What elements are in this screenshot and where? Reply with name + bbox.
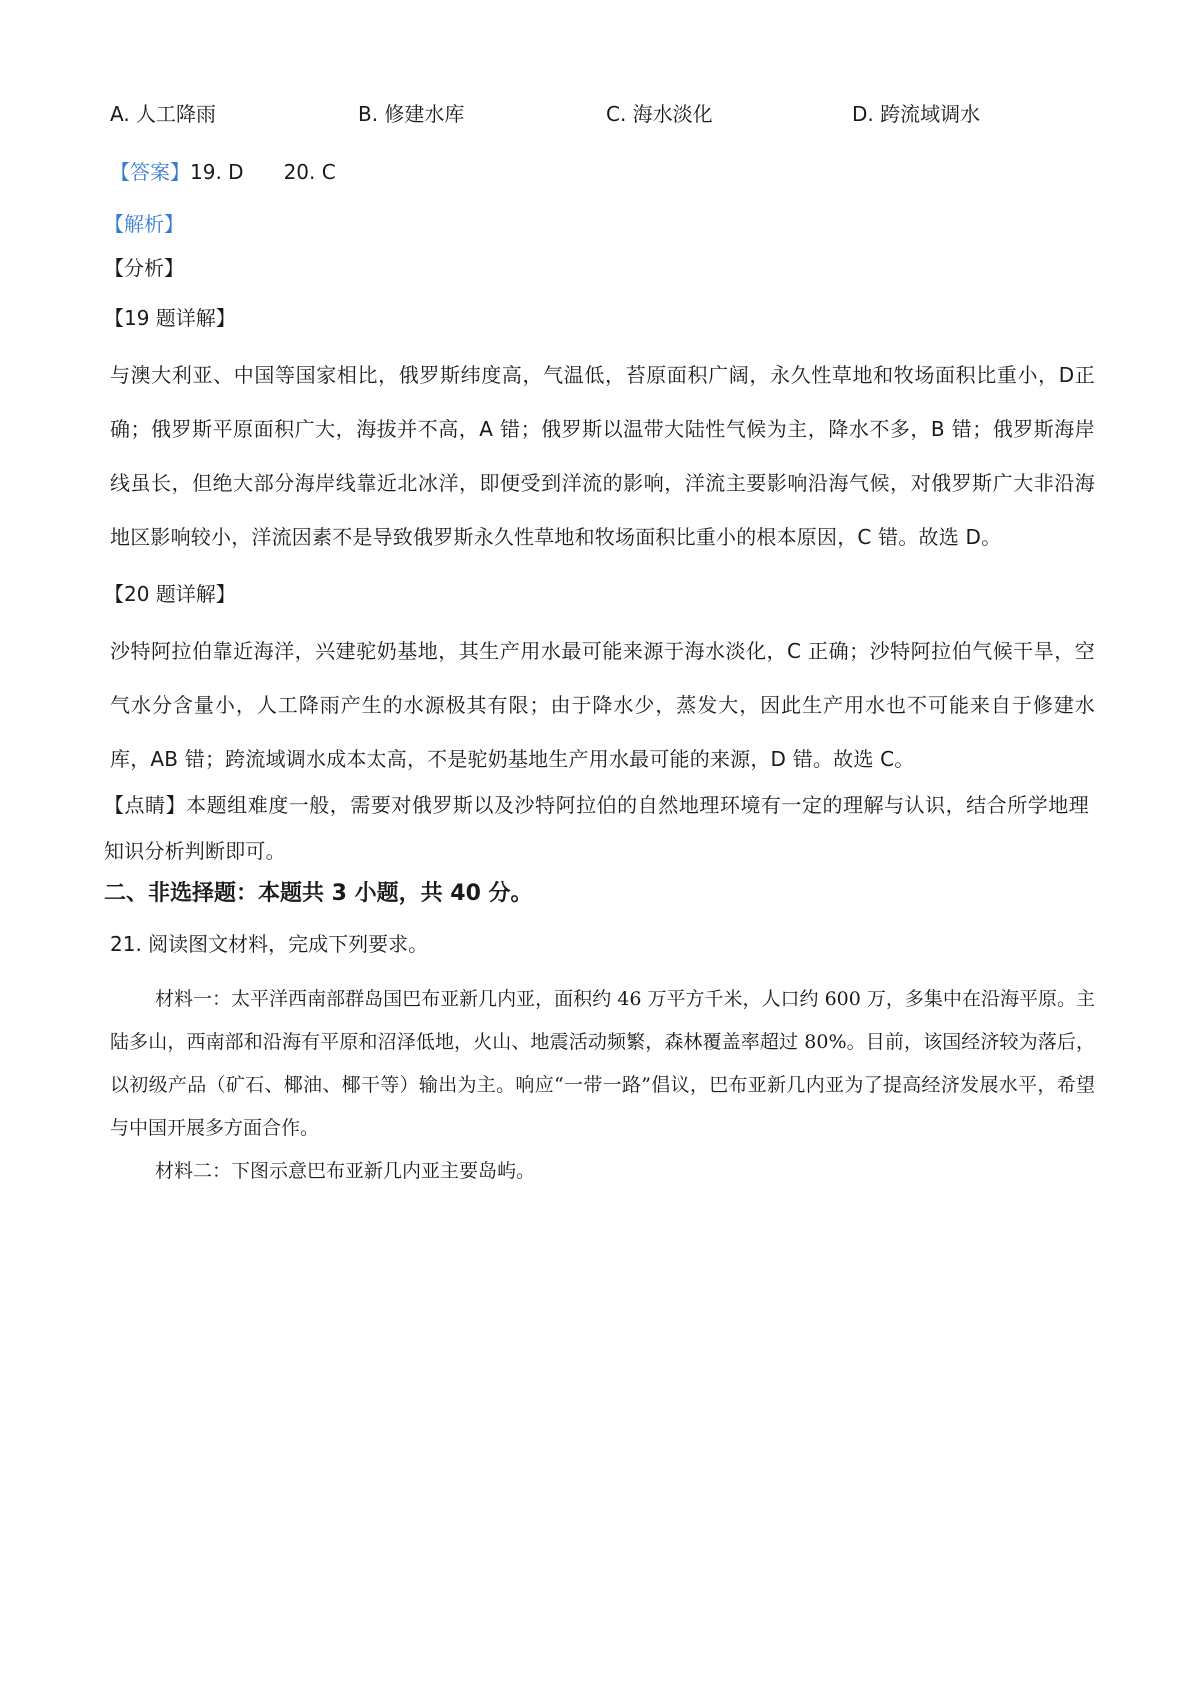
section-heading: 二、非选择题：本题共 3 小题，共 40 分。 bbox=[104, 881, 533, 906]
q20-heading: 【20 题详解】 bbox=[104, 582, 236, 606]
material-one: 材料一：太平洋西南部群岛国巴布亚新几内亚，面积约 46 万平方千米，人口约 600 万，多集中在沿海平原。主陆多山，西南部和沿海有平原和沼泽低地，火山、地震活动频繁，森林覆盖率超过 80%。目前，该国经济较为落后，以初级产品（矿石、椰油、椰干等）输出为主。响应“一带一路”倡议，巴布亚新几内亚为了提高经济发展水平，希望与中国开展多方面合作。 bbox=[110, 988, 1095, 1139]
q19-heading: 【19 题详解】 bbox=[104, 306, 236, 330]
dianjing-note: 【点睛】本题组难度一般，需要对俄罗斯以及沙特阿拉伯的自然地理环境有一定的理解与认识，结合所学地理知识分析判断即可。 bbox=[104, 793, 1089, 863]
answer-q20: 20. C bbox=[283, 160, 336, 184]
answer-line bbox=[110, 158, 336, 186]
options-row bbox=[110, 100, 1095, 128]
answer-tag: 【答案】 bbox=[110, 160, 190, 184]
analysis-tag: 【解析】 bbox=[104, 212, 184, 236]
q21-title: 21. 阅读图文材料，完成下列要求。 bbox=[110, 932, 429, 956]
q19-explanation: 与澳大利亚、中国等国家相比，俄罗斯纬度高，气温低，苔原面积广阔，永久性草地和牧场面积比重小，D正确；俄罗斯平原面积广大，海拔并不高，A 错；俄罗斯以温带大陆性气候为主，降水不多，B 错；俄罗斯海岸线虽长，但绝大部分海岸线靠近北冰洋，即便受到洋流的影响，洋流主要影响沿海气候，对俄罗斯广大非沿海地区影响较小，洋流因素不是导致俄罗斯永久性草地和牧场面积比重小的根本原因，C 错。故选 D。 bbox=[110, 363, 1095, 549]
material-two: 材料二：下图示意巴布亚新几内亚主要岛屿。 bbox=[155, 1160, 536, 1182]
option-b: B. 修建水库 bbox=[358, 102, 465, 126]
option-c: C. 海水淡化 bbox=[606, 102, 713, 126]
q20-explanation: 沙特阿拉伯靠近海洋，兴建驼奶基地，其生产用水最可能来源于海水淡化，C 正确；沙特阿拉伯气候干旱，空气水分含量小，人工降雨产生的水源极其有限；由于降水少，蒸发大，因此生产用水也不可能来自于修建水库，AB 错；跨流域调水成本太高，不是驼奶基地生产用水最可能的来源，D 错。故选 C。 bbox=[110, 639, 1095, 771]
answer-q19: 19. D bbox=[190, 160, 244, 184]
fenxi-heading: 【分析】 bbox=[104, 256, 184, 280]
option-d: D. 跨流域调水 bbox=[852, 102, 981, 126]
option-a: A. 人工降雨 bbox=[110, 102, 217, 126]
